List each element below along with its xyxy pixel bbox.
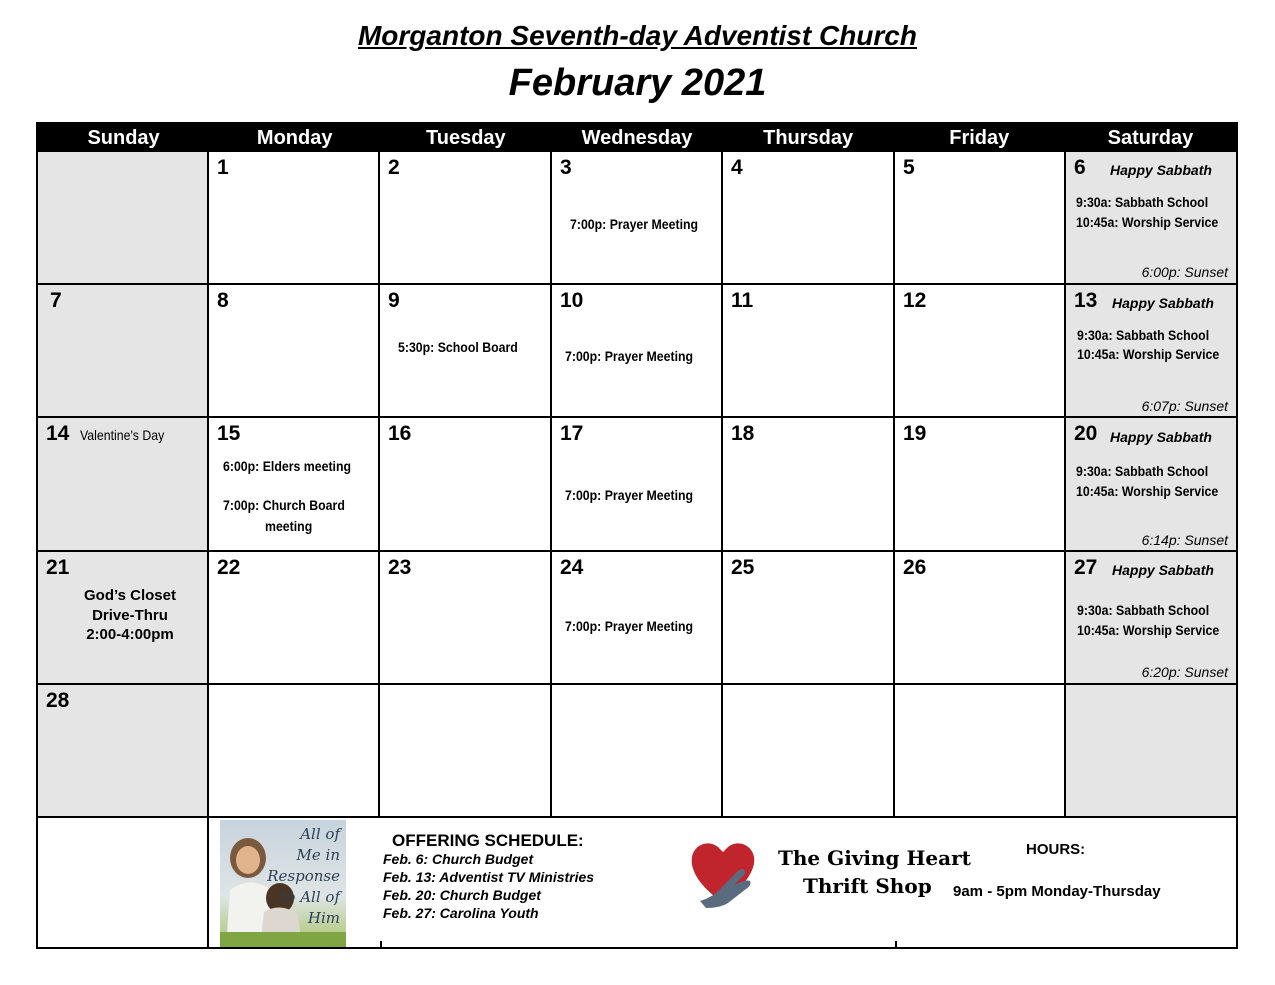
event-sabbath-school: 9:30a: Sabbath School	[1077, 602, 1210, 618]
offering-line: Feb. 13: Adventist TV Ministries	[383, 869, 595, 885]
caption-line: to All of	[280, 888, 340, 906]
caption-line: Me in	[296, 846, 340, 864]
day-cell-16[interactable]	[380, 418, 552, 552]
caption-line: All of	[300, 825, 340, 843]
day-number: 10	[560, 289, 584, 312]
day-cell-15[interactable]	[209, 418, 380, 552]
event-gods-closet-time: 2:00-4:00pm	[86, 626, 174, 643]
event-church-board: 7:00p: Church Board	[223, 497, 345, 513]
day-number: 27	[1074, 556, 1098, 579]
day-cell-19[interactable]	[895, 418, 1066, 552]
hours-title: HOURS:	[1026, 841, 1086, 858]
month-title: February 2021	[508, 62, 767, 104]
day-cell-empty	[380, 685, 552, 818]
giving-heart-icon	[688, 837, 758, 909]
day-number: 3	[560, 156, 572, 179]
weekday-friday: Friday	[949, 127, 1010, 149]
day-cell-10[interactable]	[552, 285, 723, 418]
response-artwork	[220, 820, 346, 947]
day-number: 2	[388, 156, 400, 179]
weekday-header	[38, 124, 1236, 152]
happy-sabbath-label: Happy Sabbath	[1110, 429, 1212, 445]
caption-line: Him	[307, 909, 340, 927]
day-cell-3[interactable]	[552, 152, 723, 285]
day-number: 1	[217, 156, 229, 179]
event-prayer-meeting: 7:00p: Prayer Meeting	[565, 487, 694, 503]
day-cell-9[interactable]	[380, 285, 552, 418]
sunset-time: 6:14p: Sunset	[1141, 532, 1228, 548]
day-cell-empty	[1066, 685, 1236, 818]
event-elders-meeting: 6:00p: Elders meeting	[223, 458, 352, 474]
day-cell-2[interactable]	[380, 152, 552, 285]
day-number: 9	[388, 289, 400, 312]
day-cell-25[interactable]	[723, 552, 895, 685]
day-cell-empty	[38, 152, 209, 285]
day-number: 17	[560, 422, 584, 445]
day-cell-17[interactable]	[552, 418, 723, 552]
weekday-wednesday: Wednesday	[581, 127, 693, 149]
calendar-grid	[36, 122, 1238, 949]
thrift-shop-name: The Giving Heart	[778, 846, 971, 870]
weekday-sunday: Sunday	[87, 127, 160, 149]
day-number: 25	[731, 556, 755, 579]
day-cell-14[interactable]	[38, 418, 209, 552]
day-cell-empty	[895, 685, 1066, 818]
day-cell-18[interactable]	[723, 418, 895, 552]
sunset-time: 6:00p: Sunset	[1141, 264, 1228, 280]
sunset-time: 6:07p: Sunset	[1141, 398, 1228, 414]
day-cell-13[interactable]	[1066, 285, 1236, 418]
day-cell-20[interactable]	[1066, 418, 1236, 552]
day-number: 28	[46, 689, 70, 712]
footer-divider	[207, 817, 209, 947]
day-number: 4	[731, 156, 743, 179]
event-prayer-meeting: 7:00p: Prayer Meeting	[565, 348, 694, 364]
day-number: 20	[1074, 422, 1098, 445]
day-number: 13	[1074, 289, 1098, 312]
day-number: 14	[46, 422, 70, 445]
event-church-board-cont: meeting	[265, 518, 313, 534]
event-valentines-day: Valentine's Day	[80, 427, 165, 443]
day-number: 26	[903, 556, 927, 579]
day-number: 24	[560, 556, 584, 579]
event-sabbath-school: 9:30a: Sabbath School	[1076, 194, 1209, 210]
event-prayer-meeting: 7:00p: Prayer Meeting	[565, 618, 694, 634]
event-worship-service: 10:45a: Worship Service	[1076, 214, 1219, 230]
footer-row	[38, 817, 1236, 947]
day-number: 22	[217, 556, 241, 579]
thrift-shop-name-cont: Thrift Shop	[803, 874, 932, 898]
event-prayer-meeting: 7:00p: Prayer Meeting	[570, 216, 699, 232]
day-cell-empty	[552, 685, 723, 818]
day-number: 5	[903, 156, 915, 179]
day-cell-23[interactable]	[380, 552, 552, 685]
day-number: 18	[731, 422, 755, 445]
church-name: Morganton Seventh-day Adventist Church	[357, 20, 917, 51]
day-cell-6[interactable]	[1066, 152, 1236, 285]
day-cell-empty	[209, 685, 380, 818]
day-cell-4[interactable]	[723, 152, 895, 285]
day-cell-12[interactable]	[895, 285, 1066, 418]
day-cell-11[interactable]	[723, 285, 895, 418]
caption-line: Response	[267, 867, 340, 885]
day-number: 7	[50, 289, 62, 312]
event-sabbath-school: 9:30a: Sabbath School	[1077, 327, 1210, 343]
day-cell-24[interactable]	[552, 552, 723, 685]
day-number: 8	[217, 289, 229, 312]
event-gods-closet: God’s Closet	[84, 587, 176, 604]
sunset-time: 6:20p: Sunset	[1141, 664, 1228, 680]
event-school-board: 5:30p: School Board	[398, 339, 518, 355]
day-cell-28[interactable]	[38, 685, 209, 818]
weekday-monday: Monday	[256, 127, 333, 149]
day-number: 23	[388, 556, 412, 579]
weekday-tuesday: Tuesday	[426, 127, 506, 149]
weekday-thursday: Thursday	[763, 127, 854, 149]
day-cell-5[interactable]	[895, 152, 1066, 285]
day-cell-8[interactable]	[209, 285, 380, 418]
event-gods-closet-type: Drive-Thru	[92, 607, 168, 624]
day-number: 15	[217, 422, 241, 445]
day-number: 12	[903, 289, 927, 312]
happy-sabbath-label: Happy Sabbath	[1110, 162, 1212, 178]
day-cell-22[interactable]	[209, 552, 380, 685]
event-worship-service: 10:45a: Worship Service	[1076, 483, 1219, 499]
offering-title: OFFERING SCHEDULE:	[392, 831, 584, 850]
day-cell-7[interactable]	[38, 285, 209, 418]
day-cell-empty	[723, 685, 895, 818]
happy-sabbath-label: Happy Sabbath	[1112, 562, 1214, 578]
event-worship-service: 10:45a: Worship Service	[1077, 622, 1220, 638]
event-worship-service: 10:45a: Worship Service	[1077, 346, 1220, 362]
footer-divider-stub	[895, 941, 897, 947]
event-sabbath-school: 9:30a: Sabbath School	[1076, 463, 1209, 479]
day-cell-27[interactable]	[1066, 552, 1236, 685]
weekday-saturday: Saturday	[1107, 127, 1194, 149]
day-number: 6	[1074, 156, 1086, 179]
happy-sabbath-label: Happy Sabbath	[1112, 295, 1214, 311]
offering-line: Feb. 27: Carolina Youth	[383, 905, 539, 921]
day-cell-26[interactable]	[895, 552, 1066, 685]
hours-value: 9am - 5pm Monday-Thursday	[953, 883, 1161, 900]
day-number: 19	[903, 422, 927, 445]
artwork-caption	[267, 824, 340, 929]
offering-line: Feb. 20: Church Budget	[383, 887, 541, 903]
offering-line: Feb. 6: Church Budget	[383, 851, 534, 867]
day-number: 16	[388, 422, 412, 445]
day-cell-21[interactable]	[38, 552, 209, 685]
footer-divider-stub	[380, 941, 382, 947]
day-number: 21	[46, 556, 70, 579]
day-cell-1[interactable]	[209, 152, 380, 285]
day-number: 11	[731, 289, 754, 312]
